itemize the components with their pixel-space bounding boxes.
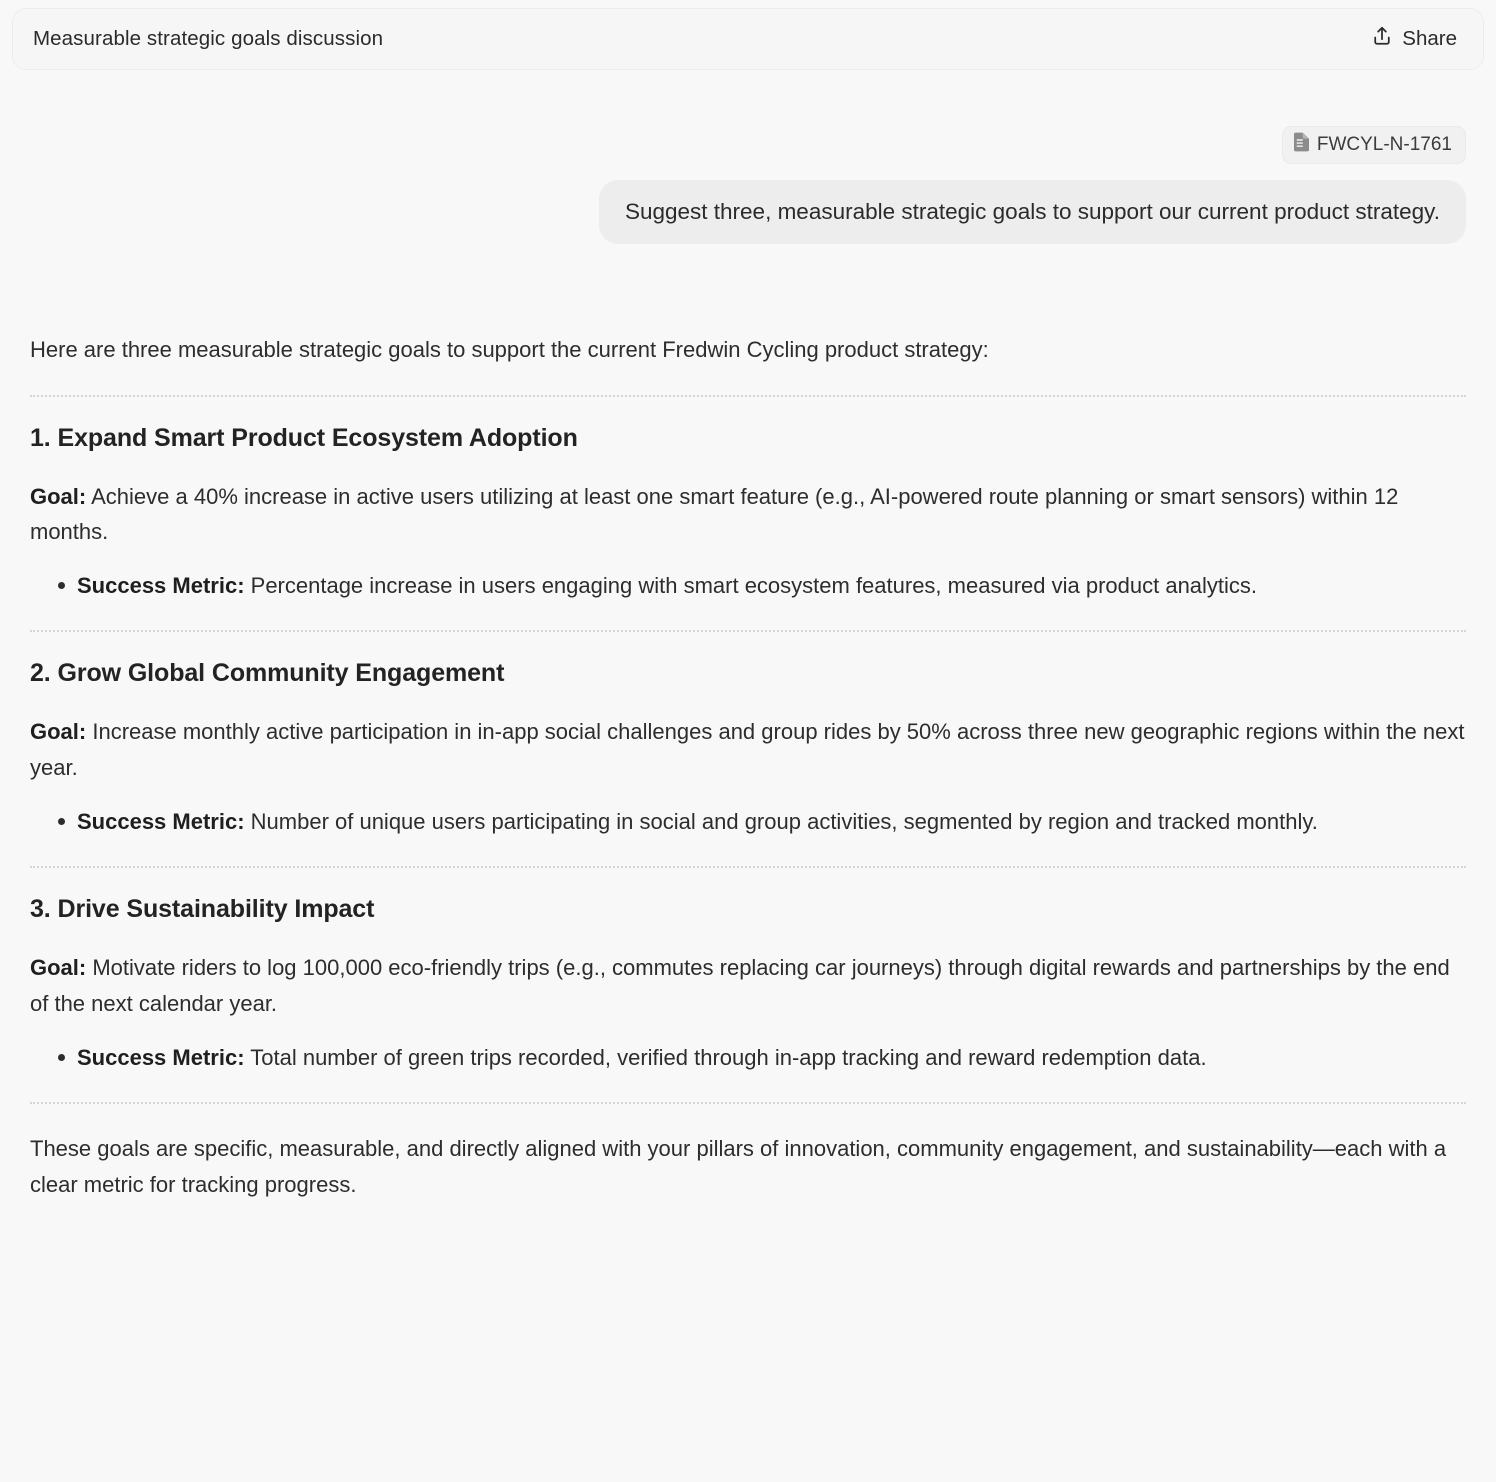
goal-description: [30, 714, 1466, 785]
assistant-message: [30, 332, 1466, 1203]
success-metric-label: Success Metric:: [77, 1044, 245, 1070]
goal-heading: 2. Grow Global Community Engagement: [30, 659, 505, 688]
goal-heading: 3. Drive Sustainability Impact: [30, 895, 375, 924]
list-item: [77, 1040, 1466, 1076]
success-metric-label: Success Metric:: [77, 572, 245, 598]
share-upload-icon: [1371, 25, 1393, 53]
goal-section: [30, 895, 1466, 1075]
document-badge[interactable]: [1282, 126, 1466, 164]
conversation-body: [0, 126, 1496, 1202]
share-button[interactable]: [1365, 21, 1463, 57]
user-message-bubble: Suggest three, measurable strategic goals to support our current product strategy.: [599, 180, 1466, 244]
section-divider: [30, 630, 1466, 632]
document-badge-label: FWCYL-N-1761: [1316, 134, 1452, 155]
goal-description: [30, 479, 1466, 550]
goal-section: [30, 424, 1466, 604]
success-metric-label: Success Metric:: [77, 808, 245, 834]
list-item: [77, 568, 1466, 604]
goal-section: [30, 659, 1466, 839]
goal-text: Motivate riders to log 100,000 eco-friendly trips (e.g., commutes replacing car journeys) through digital rewards and partnerships by the end of the next calendar year.: [30, 955, 1450, 1016]
user-message-row: [30, 180, 1466, 244]
goal-text: Increase monthly active participation in in-app social challenges and group rides by 50% across three new geographic regions within the next year.: [30, 719, 1465, 781]
conversation-header: [12, 8, 1484, 70]
section-divider: [30, 866, 1466, 868]
document-icon: [1293, 132, 1310, 158]
goal-text: Achieve a 40% increase in active users utilizing at least one smart feature (e.g., AI-powered route planning or smart sensors) within 12 months.: [30, 483, 1399, 545]
success-metric-list: [30, 1040, 1466, 1076]
goal-label: Goal:: [30, 955, 87, 981]
assistant-closing-paragraph: These goals are specific, measurable, and directly aligned with your pillars of innovation, community engagement, and sustainability—each with a clear metric for tracking progress.: [30, 1136, 1447, 1197]
goal-label: Goal:: [30, 719, 87, 745]
list-item: [77, 804, 1466, 840]
success-metric-list: [30, 568, 1466, 604]
goal-description: [30, 950, 1466, 1021]
section-divider: [30, 1102, 1466, 1104]
success-metric-text: Percentage increase in users engaging with smart ecosystem features, measured via product analytics.: [244, 572, 1258, 598]
success-metric-text: Number of unique users participating in social and group activities, segmented by region and tracked monthly.: [244, 808, 1318, 834]
section-divider: [30, 395, 1466, 397]
success-metric-text: Total number of green trips recorded, verified through in-app tracking and reward redemption data.: [244, 1044, 1207, 1070]
document-badge-row: [30, 126, 1466, 164]
share-button-label: Share: [1402, 27, 1457, 50]
assistant-intro-paragraph: Here are three measurable strategic goals to support the current Fredwin Cycling product strategy:: [30, 336, 989, 362]
goal-label: Goal:: [30, 483, 87, 509]
page-title: Measurable strategic goals discussion: [33, 27, 384, 50]
success-metric-list: [30, 804, 1466, 840]
goal-heading: 1. Expand Smart Product Ecosystem Adoption: [30, 423, 578, 452]
